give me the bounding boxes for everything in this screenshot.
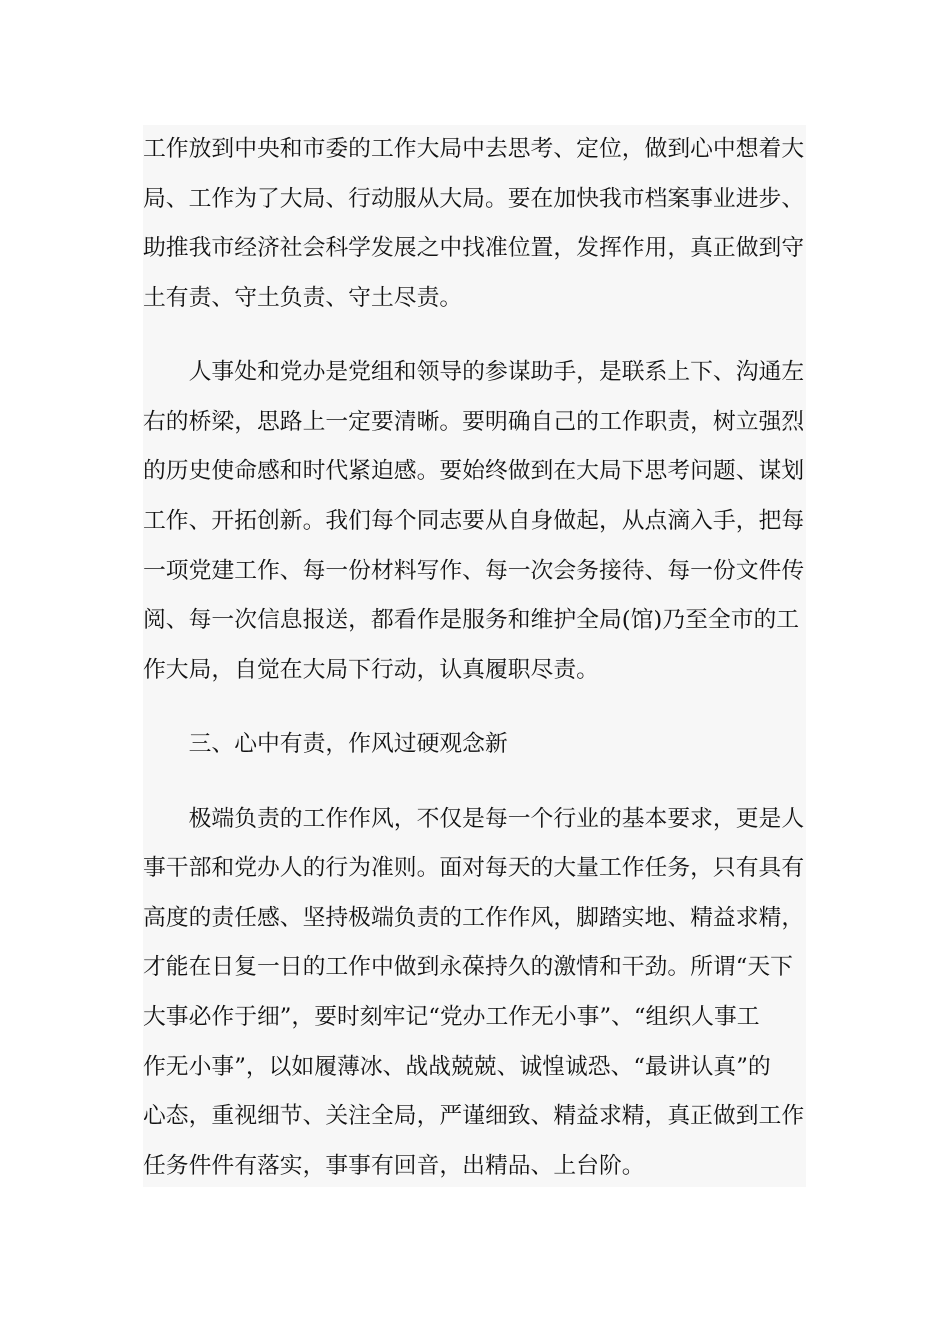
p2-line-1: 人事处和党办是党组和领导的参谋助手，是联系上下、沟通左	[188, 359, 805, 386]
p2-line-6: 阅、每一次信息报送，都看作是服务和维护全局(馆)乃至全市的工	[143, 607, 800, 634]
p2-line-4: 工作、开拓创新。我们每个同志要从自身做起，从点滴入手，把每	[143, 508, 805, 534]
p2-line-7: 作大局，自觉在大局下行动，认真履职尽责。	[143, 656, 599, 683]
p3-line-4: 才能在日复一日的工作中做到永葆持久的激情和干劲。所谓“天下	[143, 954, 793, 981]
p3-line-7: 心态，重视细节、关注全局，严谨细致、精益求精，真正做到工作	[143, 1103, 805, 1130]
p2-line-3: 的历史使命感和时代紧迫感。要始终做到在大局下思考问题、谋划	[143, 458, 805, 485]
p2-line-2: 右的桥梁，思路上一定要清晰。要明确自己的工作职责，树立强烈	[143, 408, 805, 435]
p3-line-8: 任务件件有落实，事事有回音，出精品、上台阶。	[143, 1152, 645, 1179]
p1-line-4: 土有责、守土负责、守土尽责。	[143, 284, 463, 311]
p3-line-6: 作无小事”，以如履薄冰、战战兢兢、诚惶诚恐、“最讲认真”的	[143, 1053, 771, 1080]
p1-line-3: 助推我市经济社会科学发展之中找准位置，发挥作用，真正做到守	[143, 235, 805, 262]
p2-line-5: 一项党建工作、每一份材料写作、每一次会务接待、每一份文件传	[143, 557, 805, 584]
document-text-block	[143, 125, 806, 1187]
p3-line-1: 极端负责的工作作风，不仅是每一个行业的基本要求，更是人	[188, 805, 805, 832]
section-heading-3: 三、心中有责，作风过硬观念新	[188, 731, 508, 758]
p1-line-1: 工作放到中央和市委的工作大局中去思考、定位，做到心中想着大	[143, 136, 805, 162]
p1-line-2: 局、工作为了大局、行动服从大局。要在加快我市档案事业进步、	[143, 185, 805, 212]
p3-line-3: 高度的责任感、坚持极端负责的工作作风，脚踏实地、精益求精，	[143, 904, 805, 931]
p3-line-5: 大事必作于细”，要时刻牢记“党办工作无小事”、“组织人事工	[143, 1004, 760, 1030]
p3-line-2: 事干部和党办人的行为准则。面对每天的大量工作任务，只有具有	[143, 855, 805, 882]
